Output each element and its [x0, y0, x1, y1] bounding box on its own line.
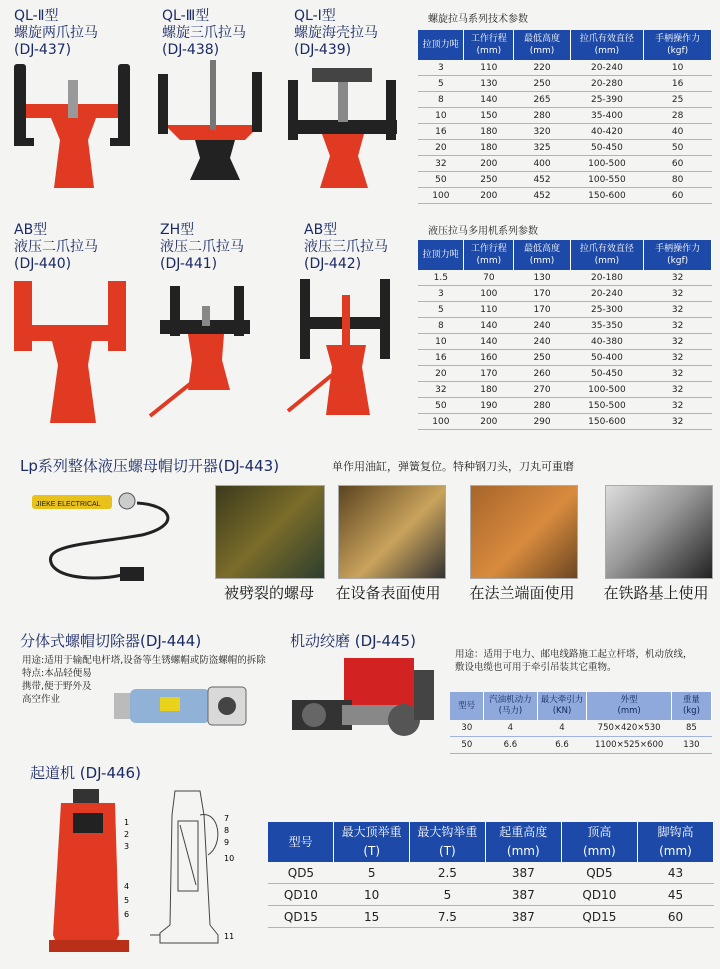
flange-end-photo — [470, 485, 578, 579]
table2-title: 液压拉马多用机系列参数 — [428, 226, 538, 237]
table-header-row — [418, 240, 712, 270]
split-nut-photo — [215, 485, 325, 579]
table-header-cell: 最低高度 (mm) — [514, 30, 570, 60]
table-row: 32 180 270 100-500 32 — [418, 382, 712, 398]
table-row: 8 140 265 25-390 25 — [418, 92, 712, 108]
photo-caption: 被劈裂的螺母 — [223, 584, 314, 602]
table-header-cell: 工作行程 (mm) — [464, 240, 514, 270]
photo-caption: 在设备表面使用 — [335, 584, 441, 602]
hydraulic-pump-image — [22, 485, 202, 590]
photo-caption: 在法兰端面使用 — [469, 584, 575, 602]
diagram-label: 6 — [124, 910, 130, 919]
hydraulic-two-jaw-puller-image — [8, 275, 138, 425]
table-row: 50 190 280 150-500 32 — [418, 398, 712, 414]
screw-puller-spec-table — [418, 30, 712, 204]
table-header-cell: 型号 — [450, 692, 484, 720]
table-row: 32 200 400 100-500 60 — [418, 156, 712, 172]
product-caption-dj438: QL-Ⅲ型 螺旋三爪拉马 (DJ-438) — [162, 8, 246, 58]
table-header-cell: 型号 — [268, 822, 334, 862]
table-row: 30 4 4 750×420×530 85 — [450, 720, 712, 737]
railway-photo — [605, 485, 713, 579]
table-row: 10 140 240 40-380 32 — [418, 334, 712, 350]
product-caption-dj439: QL-Ⅰ型 螺旋海壳拉马 (DJ-439) — [294, 8, 378, 58]
diagram-label: 8 — [224, 826, 230, 835]
table-header-cell: 拉爪有效直径 (mm) — [570, 30, 644, 60]
table-row: 3 100 170 20-240 32 — [418, 286, 712, 302]
jack-spec-table — [268, 822, 714, 928]
table-row: 20 170 260 50-450 32 — [418, 366, 712, 382]
cutter-line: 用途:适用于输配电杆塔,设备等生锈螺帽或防盗螺帽的拆除 — [22, 655, 266, 666]
table-row: 100 200 452 150-600 60 — [418, 188, 712, 204]
lp-section-title: Lp系列整体液压螺母帽切开器(DJ-443) — [20, 457, 280, 475]
table-row: 1.5 70 130 20-180 32 — [418, 270, 712, 286]
table-row: 16 180 320 40-420 40 — [418, 124, 712, 140]
pump-label: JIEKE ELECTRICAL — [36, 501, 101, 508]
table-header-cell: 最大顶举重 (T) — [334, 822, 410, 862]
cutter-line: 携带,便于野外及 — [22, 681, 92, 692]
table-header-cell: 脚钩高 (mm) — [637, 822, 713, 862]
table-row: 5 110 170 25-300 32 — [418, 302, 712, 318]
table-row: 3 110 220 20-240 10 — [418, 60, 712, 76]
cutter-line: 高空作业 — [22, 694, 61, 705]
diagram-label: 2 — [124, 830, 130, 839]
table-header-cell: 拉顶力吨 — [418, 240, 464, 270]
table-row: 50 250 452 100-550 80 — [418, 172, 712, 188]
nut-cutter-image — [110, 683, 250, 733]
diagram-label: 1 — [124, 818, 130, 827]
table-row: 50 6.6 6.6 1100×525×600 130 — [450, 737, 712, 754]
jack-parts-diagram — [120, 785, 240, 950]
screw-shell-puller-image — [282, 60, 407, 195]
table-row: 20 180 325 50-450 50 — [418, 140, 712, 156]
winch-section-title: 机动绞磨 (DJ-445) — [290, 632, 416, 650]
motor-winch-image — [284, 650, 444, 750]
table1-title: 螺旋拉马系列技术参数 — [428, 14, 528, 25]
table-row: 5 130 250 20-280 16 — [418, 76, 712, 92]
table-header-cell: 手柄操作力 (kgf) — [644, 240, 712, 270]
hydraulic-puller-spec-table — [418, 240, 712, 430]
table-header-cell: 拉爪有效直径 (mm) — [570, 240, 644, 270]
table-row: QD15 15 7.5 387 QD15 60 — [268, 906, 714, 928]
table-header-cell: 汽油机动力 (马力) — [484, 692, 537, 720]
lp-description: 单作用油缸，弹簧复位。特种钢刀头，刀丸可重磨 — [332, 460, 574, 473]
table-header-cell: 最低高度 (mm) — [514, 240, 570, 270]
product-caption-dj437: QL-Ⅱ型 螺旋两爪拉马 (DJ-437) — [14, 8, 98, 58]
screw-two-jaw-puller-image — [6, 60, 146, 195]
table-header-row — [450, 692, 712, 720]
winch-spec-table — [450, 692, 712, 754]
product-caption-dj442: AB型 液压三爪拉马 (DJ-442) — [304, 222, 388, 272]
product-caption-dj440: AB型 液压二爪拉马 (DJ-440) — [14, 222, 98, 272]
diagram-label: 4 — [124, 882, 130, 891]
jack-section-title: 起道机 (DJ-446) — [30, 764, 141, 782]
table-row: 16 160 250 50-400 32 — [418, 350, 712, 366]
diagram-label: 7 — [224, 814, 230, 823]
equipment-surface-photo — [338, 485, 446, 579]
cutter-line: 特点:本品轻便易 — [22, 668, 92, 679]
cutter-section-title: 分体式螺帽切除器(DJ-444) — [20, 632, 202, 650]
winch-desc-line: 用途：适用于电力、邮电线路施工起立杆塔，机动放线， — [455, 649, 693, 660]
table-row: 100 200 290 150-600 32 — [418, 414, 712, 430]
table-header-cell: 手柄操作力 (kgf) — [644, 30, 712, 60]
diagram-label: 3 — [124, 842, 130, 851]
winch-description — [455, 648, 717, 674]
table-row: 8 140 240 35-350 32 — [418, 318, 712, 334]
diagram-label: 11 — [224, 932, 235, 941]
photo-caption: 在铁路基上使用 — [603, 584, 709, 602]
table-header-row — [268, 822, 714, 862]
table-header-cell: 起重高度 (mm) — [485, 822, 561, 862]
table-row: 10 150 280 35-400 28 — [418, 108, 712, 124]
table-row: QD5 5 2.5 387 QD5 43 — [268, 862, 714, 884]
table-header-cell: 最大钩举重 (T) — [410, 822, 486, 862]
table-header-row — [418, 30, 712, 60]
table-header-cell: 最大牵引力 (KN) — [537, 692, 587, 720]
screw-three-jaw-puller-image — [150, 60, 275, 195]
table-row: QD10 10 5 387 QD10 45 — [268, 884, 714, 906]
table-header-cell: 重量 (kg) — [671, 692, 711, 720]
hydraulic-three-jaw-puller-image — [282, 275, 412, 420]
diagram-label: 5 — [124, 896, 130, 905]
winch-desc-line: 敷设电缆也可用于牵引吊装其它重物。 — [455, 662, 617, 673]
table-header-cell: 拉顶力吨 — [418, 30, 464, 60]
diagram-label: 9 — [224, 838, 230, 847]
table-header-cell: 外型 (mm) — [587, 692, 671, 720]
hydraulic-two-jaw-puller-zh-image — [140, 280, 265, 420]
product-caption-dj441: ZH型 液压二爪拉马 (DJ-441) — [160, 222, 244, 272]
diagram-label: 10 — [224, 854, 235, 863]
table-header-cell: 工作行程 (mm) — [464, 30, 514, 60]
table-header-cell: 顶高 (mm) — [561, 822, 637, 862]
